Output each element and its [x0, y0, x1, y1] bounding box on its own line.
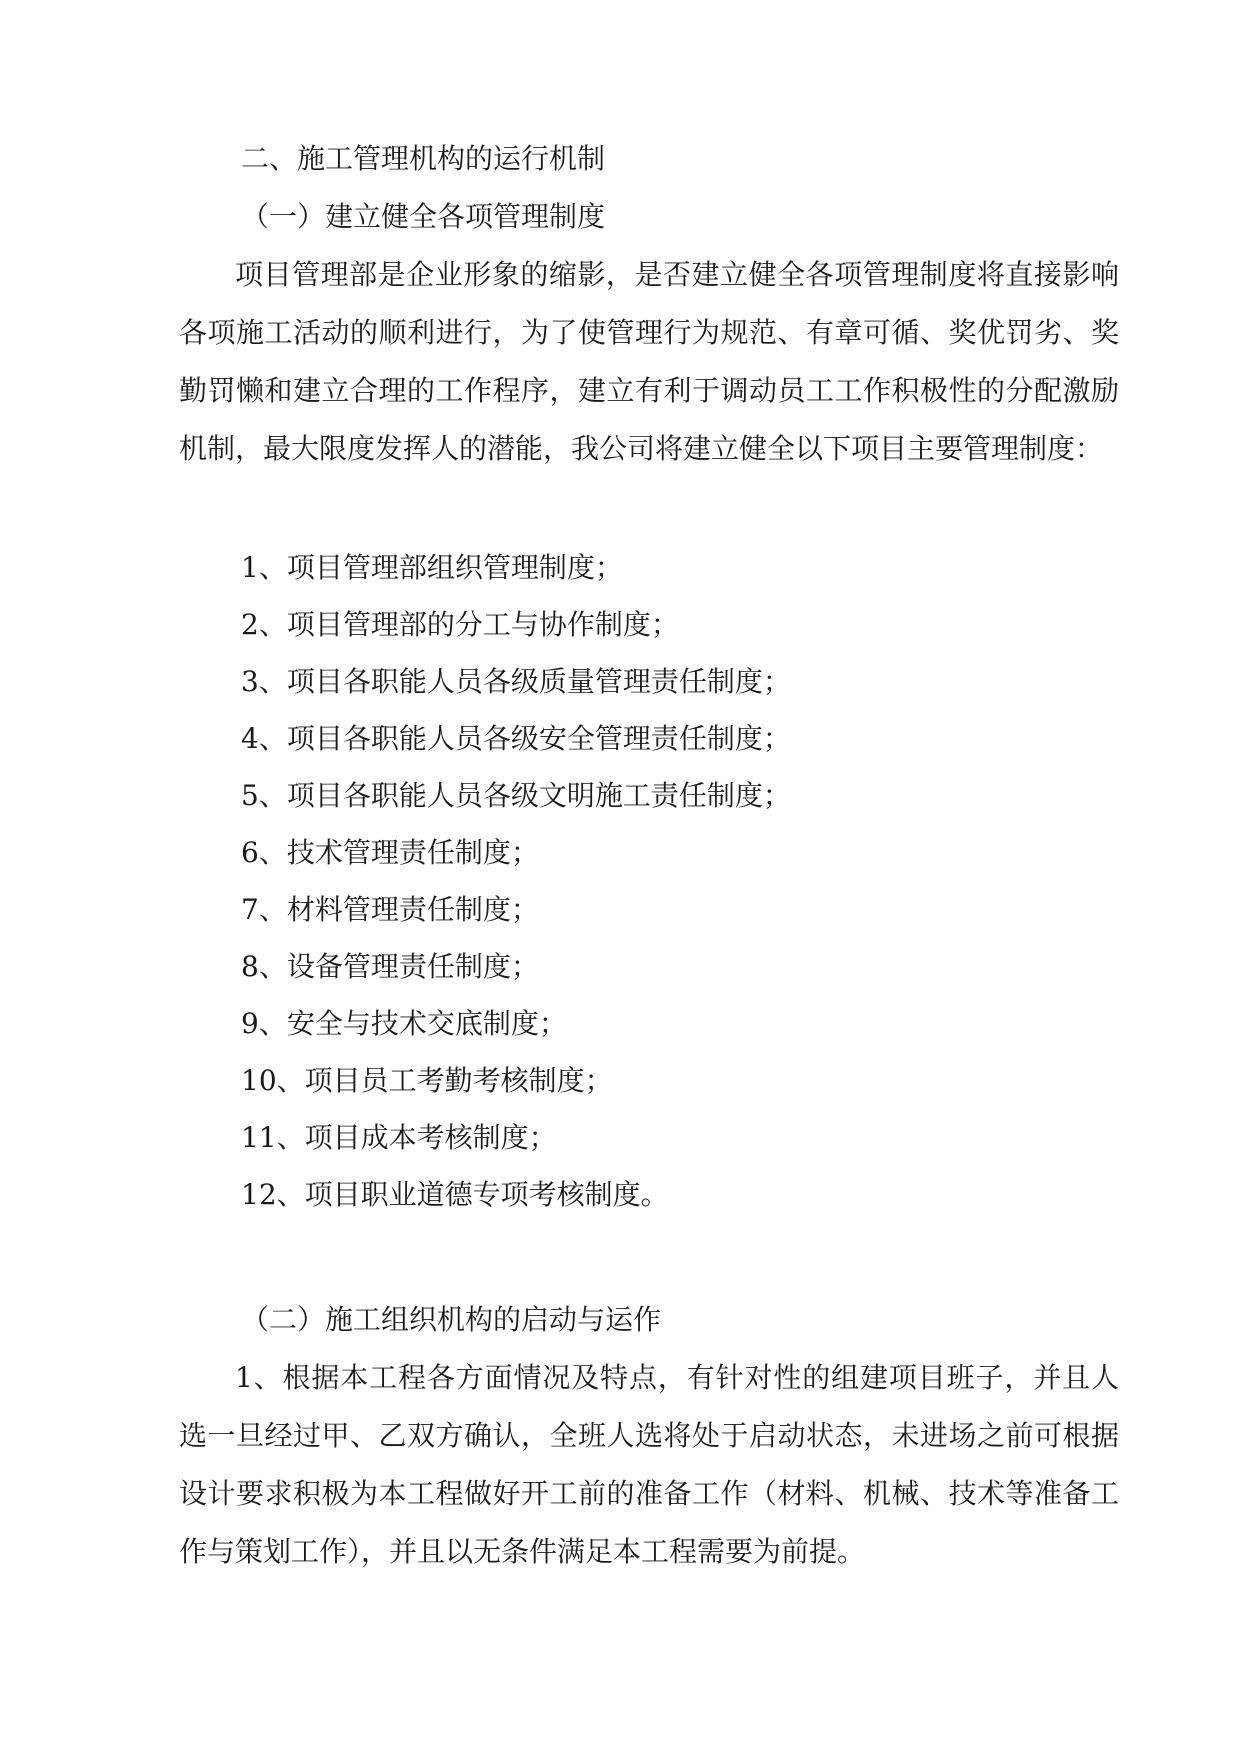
startup-paragraph: 1、根据本工程各方面情况及特点，有针对性的组建项目班子，并且人选一旦经过甲、乙双方确认，全班人选将处于启动状态，未进场之前可根据设计要求积极为本工程做好开工前的准备工作（材料、机械、技术等准备工作与策划工作），并且以无条件满足本工程需要为前提。 [179, 1361, 1119, 1568]
subsection-heading-2: （二）施工组织机构的启动与运作 [241, 1303, 662, 1336]
list-item: 10、项目员工考勤考核制度； [241, 1064, 613, 1097]
list-item: 12、项目职业道德专项考核制度。 [241, 1178, 669, 1211]
list-item: 4、项目各职能人员各级安全管理责任制度； [241, 722, 791, 755]
list-item: 3、项目各职能人员各级质量管理责任制度； [241, 665, 791, 698]
section-heading: 二、施工管理机构的运行机制 [241, 142, 606, 175]
list-item: 11、项目成本考核制度； [241, 1121, 557, 1154]
list-item: 7、材料管理责任制度； [241, 893, 539, 926]
intro-paragraph: 项目管理部是企业形象的缩影，是否建立健全各项管理制度将直接影响各项施工活动的顺利进行，为了使管理行为规范、有章可循、奖优罚劣、奖勤罚懒和建立合理的工作程序，建立有利于调动员工工作积极性的分配激励机制，最大限度发挥人的潜能，我公司将建立健全以下项目主要管理制度： [179, 258, 1119, 465]
list-item: 1、项目管理部组织管理制度； [241, 551, 623, 584]
list-item: 5、项目各职能人员各级文明施工责任制度； [241, 779, 791, 812]
list-item: 2、项目管理部的分工与协作制度； [241, 608, 679, 641]
list-item: 9、安全与技术交底制度； [241, 1007, 567, 1040]
list-item: 8、设备管理责任制度； [241, 950, 539, 983]
list-item: 6、技术管理责任制度； [241, 836, 539, 869]
subsection-heading-1: （一）建立健全各项管理制度 [241, 200, 606, 233]
